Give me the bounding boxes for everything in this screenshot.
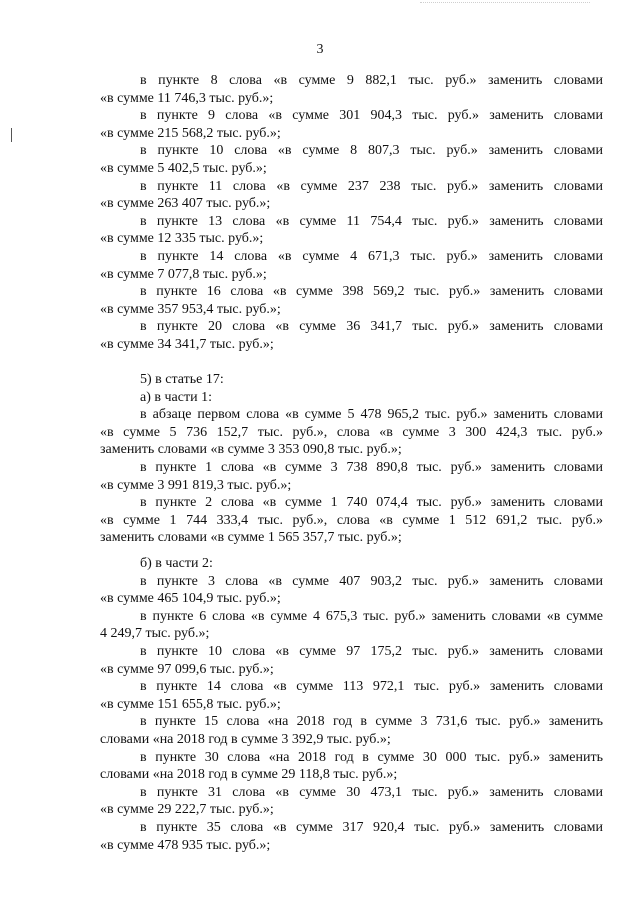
amendment-line: «в сумме 465 104,9 тыс. руб.»; bbox=[100, 591, 281, 607]
amendment-line: в пункте 10 слова «в сумме 8 807,3 тыс. руб.» заменить словами bbox=[140, 143, 603, 159]
amendment-line: «в сумме 11 746,3 тыс. руб.»; bbox=[100, 90, 274, 106]
amendment-line: «в сумме 34 341,7 тыс. руб.»; bbox=[100, 336, 274, 352]
amendment-line: в пункте 31 слова «в сумме 30 473,1 тыс. руб.» заменить словами bbox=[140, 784, 603, 800]
amendment-item bbox=[100, 178, 603, 213]
amendment-item bbox=[100, 749, 603, 784]
amendment-item bbox=[100, 283, 603, 318]
amendment-line: «в сумме 215 568,2 тыс. руб.»; bbox=[100, 125, 281, 141]
amendment-line: в абзаце первом слова «в сумме 5 478 965,2 тыс. руб.» заменить словами bbox=[140, 407, 603, 423]
amendment-item bbox=[100, 406, 603, 459]
amendment-line: «в сумме 263 407 тыс. руб.»; bbox=[100, 196, 271, 212]
amendment-item bbox=[100, 318, 603, 353]
amendment-line: словами «на 2018 год в сумме 3 392,9 тыс. руб.»; bbox=[100, 731, 391, 747]
amendment-item bbox=[100, 142, 603, 177]
amendment-line: «в сумме 3 991 819,3 тыс. руб.»; bbox=[100, 477, 292, 493]
amendment-item bbox=[100, 494, 603, 547]
amendment-line: в пункте 15 слова «на 2018 год в сумме 3 731,6 тыс. руб.» заменить bbox=[140, 714, 603, 730]
amendment-line: в пункте 14 слова «в сумме 4 671,3 тыс. руб.» заменить словами bbox=[140, 248, 603, 264]
amendment-line: «в сумме 357 953,4 тыс. руб.»; bbox=[100, 301, 281, 317]
amendment-line: в пункте 35 слова «в сумме 317 920,4 тыс. руб.» заменить словами bbox=[140, 819, 603, 835]
subsection-heading: а) в части 1: bbox=[140, 389, 212, 405]
amendment-item bbox=[100, 713, 603, 748]
amendment-item bbox=[100, 459, 603, 494]
amendment-line: «в сумме 12 335 тыс. руб.»; bbox=[100, 231, 264, 247]
amendment-line: в пункте 9 слова «в сумме 301 904,3 тыс. руб.» заменить словами bbox=[140, 108, 603, 124]
amendment-item bbox=[100, 213, 603, 248]
spacer bbox=[100, 547, 603, 555]
amendment-item bbox=[100, 72, 603, 107]
amendment-line: «в сумме 5 736 152,7 тыс. руб.», слова «в сумме 3 300 424,3 тыс. руб.» bbox=[100, 424, 603, 440]
amendment-line: в пункте 14 слова «в сумме 113 972,1 тыс. руб.» заменить словами bbox=[140, 679, 603, 695]
amendment-line: в пункте 13 слова «в сумме 11 754,4 тыс. руб.» заменить словами bbox=[140, 213, 603, 229]
amendment-line: в пункте 6 слова «в сумме 4 675,3 тыс. руб.» заменить словами «в сумме bbox=[140, 608, 603, 624]
amendment-line: в пункте 10 слова «в сумме 97 175,2 тыс. руб.» заменить словами bbox=[140, 644, 603, 659]
amendment-line: заменить словами «в сумме 3 353 090,8 тыс. руб.»; bbox=[100, 442, 402, 458]
amendment-line: в пункте 3 слова «в сумме 407 903,2 тыс. руб.» заменить словами bbox=[140, 573, 603, 589]
amendment-item bbox=[100, 608, 603, 643]
amendment-item bbox=[100, 819, 603, 854]
subsection-heading: б) в части 2: bbox=[140, 556, 213, 572]
amendment-line: «в сумме 478 935 тыс. руб.»; bbox=[100, 837, 271, 853]
spacer bbox=[100, 354, 603, 372]
amendment-item bbox=[100, 643, 603, 678]
amendment-line: в пункте 20 слова «в сумме 36 341,7 тыс. руб.» заменить словами bbox=[140, 319, 603, 335]
margin-mark bbox=[11, 128, 12, 142]
amendment-line: «в сумме 7 077,8 тыс. руб.»; bbox=[100, 266, 267, 282]
amendment-line: «в сумме 29 222,7 тыс. руб.»; bbox=[100, 802, 274, 818]
section-heading: 5) в статье 17: bbox=[140, 372, 224, 388]
amendment-line: заменить словами «в сумме 1 565 357,7 тыс. руб.»; bbox=[100, 530, 402, 546]
amendment-line: «в сумме 5 402,5 тыс. руб.»; bbox=[100, 160, 267, 176]
amendment-line: словами «на 2018 год в сумме 29 118,8 тыс. руб.»; bbox=[100, 767, 398, 783]
amendment-line: «в сумме 151 655,8 тыс. руб.»; bbox=[100, 696, 281, 712]
amendment-item bbox=[100, 784, 603, 819]
amendment-item bbox=[100, 573, 603, 608]
amendment-line: в пункте 11 слова «в сумме 237 238 тыс. руб.» заменить словами bbox=[140, 178, 603, 194]
amendment-line: в пункте 2 слова «в сумме 1 740 074,4 тыс. руб.» заменить словами bbox=[140, 495, 603, 511]
amendment-item bbox=[100, 248, 603, 283]
amendment-line: 4 249,7 тыс. руб.»; bbox=[100, 626, 210, 642]
amendment-item bbox=[100, 678, 603, 713]
amendment-line: в пункте 1 слова «в сумме 3 738 890,8 тыс. руб.» заменить словами bbox=[140, 460, 603, 476]
amendment-line: «в сумме 97 099,6 тыс. руб.»; bbox=[100, 661, 274, 677]
amendment-line: в пункте 8 слова «в сумме 9 882,1 тыс. руб.» заменить словами bbox=[140, 73, 603, 88]
scan-artifact bbox=[420, 2, 590, 4]
amendment-line: в пункте 30 слова «на 2018 год в сумме 30 000 тыс. руб.» заменить bbox=[140, 749, 603, 765]
page-number: 3 bbox=[316, 42, 324, 57]
amendment-item bbox=[100, 107, 603, 142]
amendment-line: в пункте 16 слова «в сумме 398 569,2 тыс. руб.» заменить словами bbox=[140, 284, 603, 300]
amendment-line: «в сумме 1 744 333,4 тыс. руб.», слова «в сумме 1 512 691,2 тыс. руб.» bbox=[100, 512, 603, 528]
document-body bbox=[100, 72, 603, 854]
